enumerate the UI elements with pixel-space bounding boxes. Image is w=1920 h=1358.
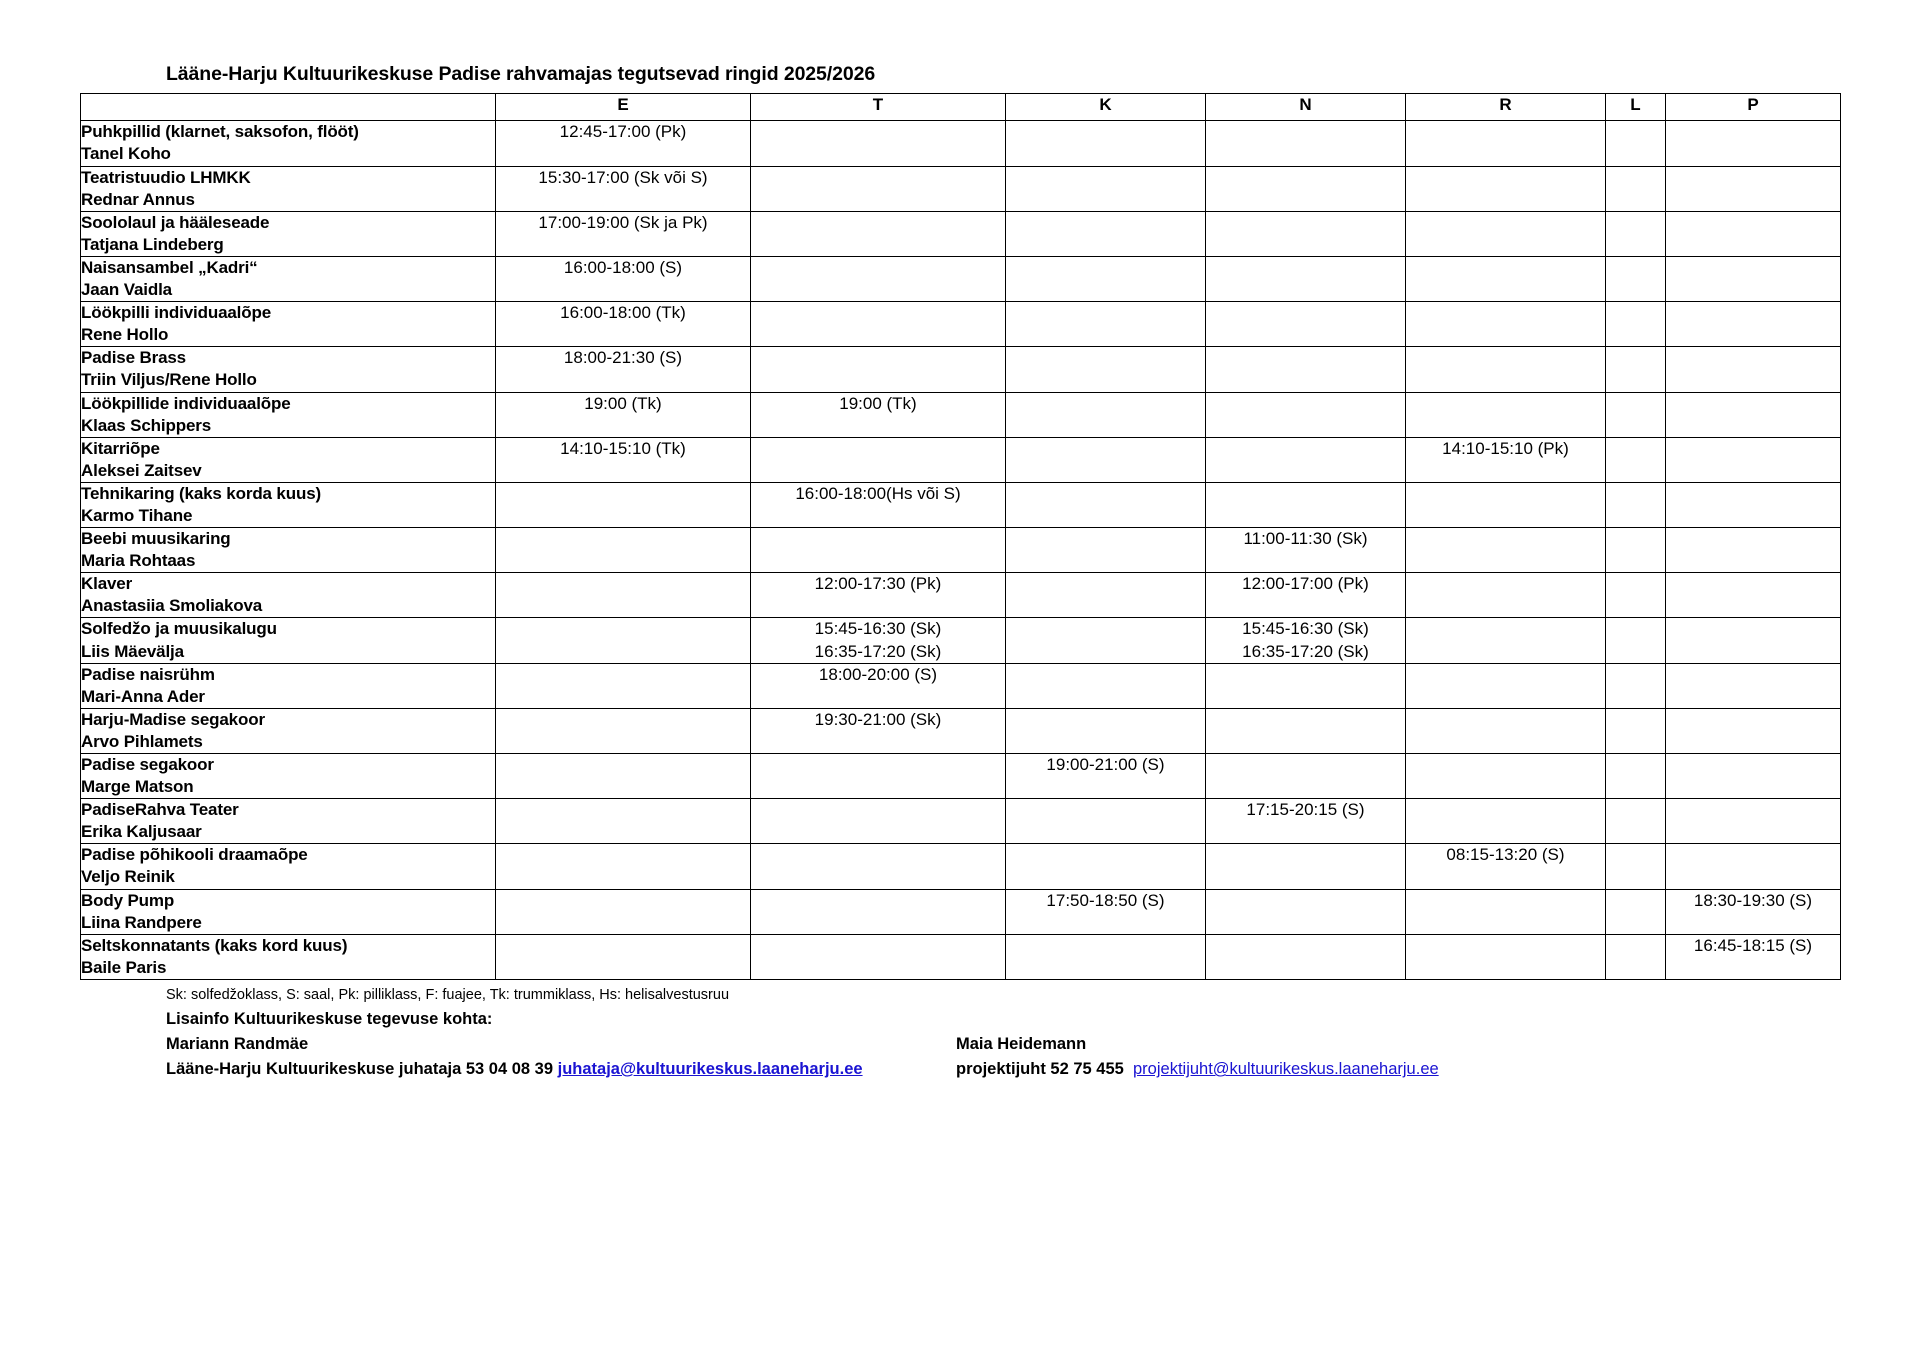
column-header-r: R [1406, 94, 1606, 121]
slot-cell-n [1206, 799, 1406, 844]
activity-instructor: Aleksei Zaitsev [81, 460, 202, 480]
activity-name-cell [81, 708, 496, 753]
activity-instructor: Veljo Reinik [81, 867, 175, 887]
activity-title: Harju-Madise segakoor [81, 709, 265, 729]
slot-cell-t [751, 754, 1006, 799]
activity-name-cell [81, 437, 496, 482]
activity-instructor: Liis Mäevälja [81, 641, 184, 661]
slot-cell-l [1606, 934, 1666, 979]
slot-cell-e [496, 528, 751, 573]
footer [166, 986, 1866, 1083]
table-row [81, 211, 1841, 256]
slot-cell-t [751, 663, 1006, 708]
slot-time: 12:00-17:00 (Pk) [1242, 574, 1369, 594]
activity-title: Klaver [81, 574, 133, 594]
slot-time: 16:00-18:00(Hs või S) [795, 483, 961, 503]
activity-instructor: Klaas Schippers [81, 415, 212, 435]
slot-cell-r [1406, 528, 1606, 573]
slot-cell-p [1666, 754, 1841, 799]
slot-cell-l [1606, 663, 1666, 708]
column-header-t: T [751, 94, 1006, 121]
slot-cell-e [496, 754, 751, 799]
activity-title: Solfedžo ja muusikalugu [81, 619, 277, 639]
slot-time: 18:30-19:30 (S) [1693, 890, 1813, 910]
table-row [81, 302, 1841, 347]
slot-cell-n [1206, 844, 1406, 889]
slot-cell-t [751, 528, 1006, 573]
slot-cell-r [1406, 663, 1606, 708]
activity-title: Soololaul ja hääleseade [81, 212, 270, 232]
slot-cell-p [1666, 573, 1841, 618]
slot-cell-l [1606, 573, 1666, 618]
table-row [81, 528, 1841, 573]
column-header-p: P [1666, 94, 1841, 121]
activity-name-cell [81, 889, 496, 934]
contacts-block [166, 1032, 1866, 1083]
slot-cell-n [1206, 256, 1406, 301]
activity-name-cell [81, 573, 496, 618]
table-row [81, 482, 1841, 527]
slot-cell-n [1206, 482, 1406, 527]
slot-cell-k [1006, 618, 1206, 663]
slot-time: 11:00-11:30 (Sk) [1243, 529, 1368, 549]
slot-time: 19:00 (Tk) [584, 393, 662, 413]
slot-cell-r [1406, 934, 1606, 979]
activity-name-cell [81, 302, 496, 347]
contact-left-role-line [166, 1057, 956, 1083]
slot-cell-t [751, 256, 1006, 301]
slot-cell-k [1006, 256, 1206, 301]
slot-cell-l [1606, 528, 1666, 573]
slot-cell-l [1606, 256, 1666, 301]
activity-name-cell [81, 618, 496, 663]
slot-cell-e [496, 889, 751, 934]
slot-cell-p [1666, 302, 1841, 347]
slot-cell-r [1406, 889, 1606, 934]
slot-cell-r [1406, 754, 1606, 799]
table-row [81, 754, 1841, 799]
slot-cell-t [751, 844, 1006, 889]
slot-cell-r [1406, 121, 1606, 166]
column-header-l: L [1606, 94, 1666, 121]
slot-cell-t [751, 934, 1006, 979]
slot-cell-e [496, 256, 751, 301]
activity-title: Löökpilli individuaalõpe [81, 303, 272, 323]
slot-cell-k [1006, 889, 1206, 934]
slot-cell-e [496, 799, 751, 844]
slot-cell-p [1666, 347, 1841, 392]
slot-cell-e [496, 166, 751, 211]
slot-cell-t [751, 121, 1006, 166]
slot-cell-l [1606, 889, 1666, 934]
slot-cell-p [1666, 482, 1841, 527]
table-row [81, 889, 1841, 934]
table-row [81, 799, 1841, 844]
slot-cell-n [1206, 302, 1406, 347]
activity-instructor: Maria Rohtaas [81, 551, 196, 571]
activity-title: Teatristuudio LHMKK [81, 167, 251, 187]
activity-instructor: Mari-Anna Ader [81, 686, 205, 706]
slot-time: 19:00-21:00 (S) [1046, 755, 1165, 774]
slot-cell-k [1006, 844, 1206, 889]
activity-instructor: Jaan Vaidla [81, 280, 172, 300]
slot-cell-e [496, 392, 751, 437]
activity-instructor: Arvo Pihlamets [81, 731, 203, 751]
legend-abbreviations: Sk: solfedžoklass, S: saal, Pk: pilliklass, F: fuajee, Tk: trummiklass, Hs: helisalvestusruu [166, 986, 730, 1003]
activity-instructor: Anastasiia Smoliakova [81, 596, 263, 616]
activity-name-cell [81, 166, 496, 211]
activity-title: Padise Brass [81, 348, 186, 368]
slot-cell-l [1606, 347, 1666, 392]
slot-cell-k [1006, 528, 1206, 573]
slot-cell-e [496, 618, 751, 663]
table-row [81, 934, 1841, 979]
activities-schedule-table [80, 93, 1841, 980]
table-row [81, 663, 1841, 708]
slot-cell-k [1006, 392, 1206, 437]
page-title: Lääne-Harju Kultuurikeskuse Padise rahvamajas tegutsevad ringid 2025/2026 [166, 63, 876, 85]
slot-cell-t [751, 166, 1006, 211]
slot-cell-p [1666, 663, 1841, 708]
slot-time: 19:00 (Tk) [839, 393, 917, 413]
activity-instructor: Tanel Koho [81, 144, 171, 164]
slot-time: 15:45-16:30 (Sk) [814, 619, 942, 639]
slot-cell-e [496, 663, 751, 708]
column-header-e: E [496, 94, 751, 121]
activity-title: Padise põhikooli draamaõpe [81, 845, 308, 865]
table-row [81, 708, 1841, 753]
slot-cell-r [1406, 482, 1606, 527]
table-row [81, 618, 1841, 663]
slot-cell-t [751, 799, 1006, 844]
slot-cell-r [1406, 256, 1606, 301]
slot-cell-k [1006, 934, 1206, 979]
slot-cell-e [496, 844, 751, 889]
activity-title: Beebi muusikaring [81, 529, 231, 549]
activity-instructor: Karmo Tihane [81, 505, 193, 525]
slot-cell-p [1666, 166, 1841, 211]
slot-cell-p [1666, 121, 1841, 166]
activity-title: Kitarriõpe [81, 438, 160, 458]
slot-cell-k [1006, 437, 1206, 482]
slot-cell-n [1206, 392, 1406, 437]
slot-cell-k [1006, 799, 1206, 844]
slot-cell-p [1666, 528, 1841, 573]
activity-title: Seltskonnatants (kaks kord kuus) [81, 935, 348, 955]
contact-mariann-randmae [166, 1032, 956, 1083]
slot-time: 19:30-21:00 (Sk) [814, 709, 942, 729]
slot-cell-e [496, 302, 751, 347]
slot-cell-p [1666, 211, 1841, 256]
activity-name-cell [81, 211, 496, 256]
column-header-k: K [1006, 94, 1206, 121]
activity-name-cell [81, 256, 496, 301]
slot-cell-n [1206, 211, 1406, 256]
activity-instructor: Tatjana Lindeberg [81, 234, 224, 254]
slot-cell-p [1666, 256, 1841, 301]
contact-right-name: Maia Heidemann [956, 1034, 1087, 1053]
activity-instructor: Erika Kaljusaar [81, 822, 202, 842]
slot-cell-n [1206, 754, 1406, 799]
slot-cell-l [1606, 708, 1666, 753]
additional-info-heading: Lisainfo Kultuurikeskuse tegevuse kohta: [166, 1009, 493, 1028]
slot-cell-t [751, 708, 1006, 753]
column-header-n: N [1206, 94, 1406, 121]
slot-cell-r [1406, 708, 1606, 753]
slot-cell-n [1206, 166, 1406, 211]
slot-cell-l [1606, 302, 1666, 347]
slot-time: 14:10-15:10 (Pk) [1442, 438, 1569, 458]
slot-cell-k [1006, 754, 1206, 799]
slot-cell-n [1206, 934, 1406, 979]
slot-cell-l [1606, 121, 1666, 166]
activity-instructor: Rednar Annus [81, 189, 195, 209]
slot-cell-n [1206, 573, 1406, 618]
slot-time: 17:15-20:15 (S) [1246, 800, 1365, 820]
activity-name-cell [81, 799, 496, 844]
table-row [81, 121, 1841, 166]
contact-left-name: Mariann Randmäe [166, 1034, 309, 1053]
slot-cell-l [1606, 437, 1666, 482]
table-header [81, 94, 1841, 121]
slot-cell-n [1206, 437, 1406, 482]
activity-title: Tehnikaring (kaks korda kuus) [81, 483, 322, 503]
activity-instructor: Baile Paris [81, 957, 167, 977]
slot-cell-k [1006, 482, 1206, 527]
slot-cell-e [496, 121, 751, 166]
slot-time: 18:00-21:30 (S) [563, 348, 683, 368]
slot-cell-r [1406, 302, 1606, 347]
activity-name-cell [81, 528, 496, 573]
slot-cell-l [1606, 482, 1666, 527]
activity-name-cell [81, 754, 496, 799]
table-row [81, 844, 1841, 889]
slot-time-secondary: 16:35-17:20 (Sk) [1242, 641, 1369, 661]
slot-cell-l [1606, 844, 1666, 889]
slot-cell-r [1406, 844, 1606, 889]
slot-cell-r [1406, 799, 1606, 844]
slot-cell-p [1666, 844, 1841, 889]
activity-name-cell [81, 347, 496, 392]
contact-left-email-link[interactable]: juhataja@kultuurikeskus.laaneharju.ee [557, 1060, 863, 1079]
activity-title: Puhkpillid (klarnet, saksofon, flööt) [81, 122, 359, 142]
activity-name-cell [81, 934, 496, 979]
contact-left-role-phone: Lääne-Harju Kultuurikeskuse juhataja 53 04 08 39 [166, 1060, 554, 1079]
contact-right-role-phone: projektijuht 52 75 455 [956, 1060, 1124, 1079]
activity-name-cell [81, 392, 496, 437]
slot-cell-r [1406, 392, 1606, 437]
slot-cell-l [1606, 211, 1666, 256]
slot-cell-t [751, 889, 1006, 934]
contact-maia-heidemann [956, 1032, 1656, 1083]
slot-cell-e [496, 347, 751, 392]
slot-cell-t [751, 618, 1006, 663]
slot-cell-p [1666, 618, 1841, 663]
slot-cell-k [1006, 573, 1206, 618]
slot-cell-n [1206, 889, 1406, 934]
table-row [81, 347, 1841, 392]
column-header-activity [81, 94, 496, 121]
activity-instructor: Triin Viljus/Rene Hollo [81, 370, 257, 390]
activity-instructor: Marge Matson [81, 777, 194, 797]
slot-time: 08:15-13:20 (S) [1446, 845, 1565, 865]
slot-cell-p [1666, 799, 1841, 844]
slot-cell-t [751, 302, 1006, 347]
slot-cell-l [1606, 618, 1666, 663]
slot-cell-r [1406, 618, 1606, 663]
activity-title: Naisansambel „Kadri“ [81, 257, 258, 277]
activity-title: Löökpillide individuaalõpe [81, 393, 291, 413]
slot-cell-e [496, 482, 751, 527]
slot-cell-r [1406, 437, 1606, 482]
slot-cell-p [1666, 437, 1841, 482]
table-body [81, 121, 1841, 980]
slot-cell-k [1006, 708, 1206, 753]
activity-title: Padise segakoor [81, 755, 214, 774]
contact-right-role-line [956, 1057, 1656, 1083]
slot-cell-e [496, 573, 751, 618]
slot-cell-e [496, 934, 751, 979]
activity-name-cell [81, 121, 496, 166]
slot-time: 12:00-17:30 (Pk) [814, 574, 942, 594]
slot-cell-e [496, 211, 751, 256]
slot-cell-t [751, 392, 1006, 437]
table-row [81, 392, 1841, 437]
slot-cell-t [751, 573, 1006, 618]
contact-right-email-link[interactable]: projektijuht@kultuurikeskus.laaneharju.ee [1133, 1060, 1439, 1079]
slot-cell-l [1606, 392, 1666, 437]
slot-cell-n [1206, 618, 1406, 663]
slot-cell-p [1666, 934, 1841, 979]
slot-cell-l [1606, 754, 1666, 799]
slot-cell-t [751, 437, 1006, 482]
slot-cell-r [1406, 211, 1606, 256]
table-row [81, 166, 1841, 211]
slot-cell-p [1666, 708, 1841, 753]
slot-cell-t [751, 482, 1006, 527]
table-row [81, 437, 1841, 482]
slot-cell-r [1406, 347, 1606, 392]
slot-cell-p [1666, 889, 1841, 934]
slot-time: 16:00-18:00 (S) [563, 257, 683, 277]
slot-cell-r [1406, 573, 1606, 618]
slot-cell-k [1006, 121, 1206, 166]
slot-cell-l [1606, 799, 1666, 844]
table-row [81, 573, 1841, 618]
slot-time: 18:00-20:00 (S) [818, 664, 938, 684]
slot-time-secondary: 16:35-17:20 (Sk) [814, 641, 942, 661]
slot-cell-l [1606, 166, 1666, 211]
activity-name-cell [81, 663, 496, 708]
table-row [81, 256, 1841, 301]
slot-cell-e [496, 708, 751, 753]
activity-title: Body Pump [81, 890, 175, 910]
slot-cell-p [1666, 392, 1841, 437]
slot-time: 16:45-18:15 (S) [1693, 935, 1813, 955]
slot-cell-n [1206, 663, 1406, 708]
activity-instructor: Liina Randpere [81, 912, 202, 932]
slot-cell-k [1006, 166, 1206, 211]
slot-cell-t [751, 347, 1006, 392]
slot-time: 14:10-15:10 (Tk) [560, 438, 686, 458]
slot-cell-n [1206, 347, 1406, 392]
slot-cell-k [1006, 211, 1206, 256]
activity-title: Padise naisrühm [81, 664, 215, 684]
slot-time: 17:00-19:00 (Sk ja Pk) [538, 212, 708, 232]
activity-name-cell [81, 844, 496, 889]
slot-time: 12:45-17:00 (Pk) [559, 122, 687, 142]
activity-name-cell [81, 482, 496, 527]
slot-time: 17:50-18:50 (S) [1046, 890, 1165, 910]
slot-time: 16:00-18:00 (Tk) [560, 303, 686, 323]
slot-cell-r [1406, 166, 1606, 211]
slot-time: 15:45-16:30 (Sk) [1242, 619, 1369, 639]
slot-cell-k [1006, 302, 1206, 347]
activity-title: PadiseRahva Teater [81, 800, 239, 820]
header-row [81, 94, 1841, 121]
slot-cell-n [1206, 528, 1406, 573]
activity-instructor: Rene Hollo [81, 325, 169, 345]
slot-cell-t [751, 211, 1006, 256]
slot-cell-k [1006, 347, 1206, 392]
slot-cell-e [496, 437, 751, 482]
slot-cell-k [1006, 663, 1206, 708]
slot-cell-n [1206, 708, 1406, 753]
slot-cell-n [1206, 121, 1406, 166]
slot-time: 15:30-17:00 (Sk või S) [538, 167, 708, 187]
